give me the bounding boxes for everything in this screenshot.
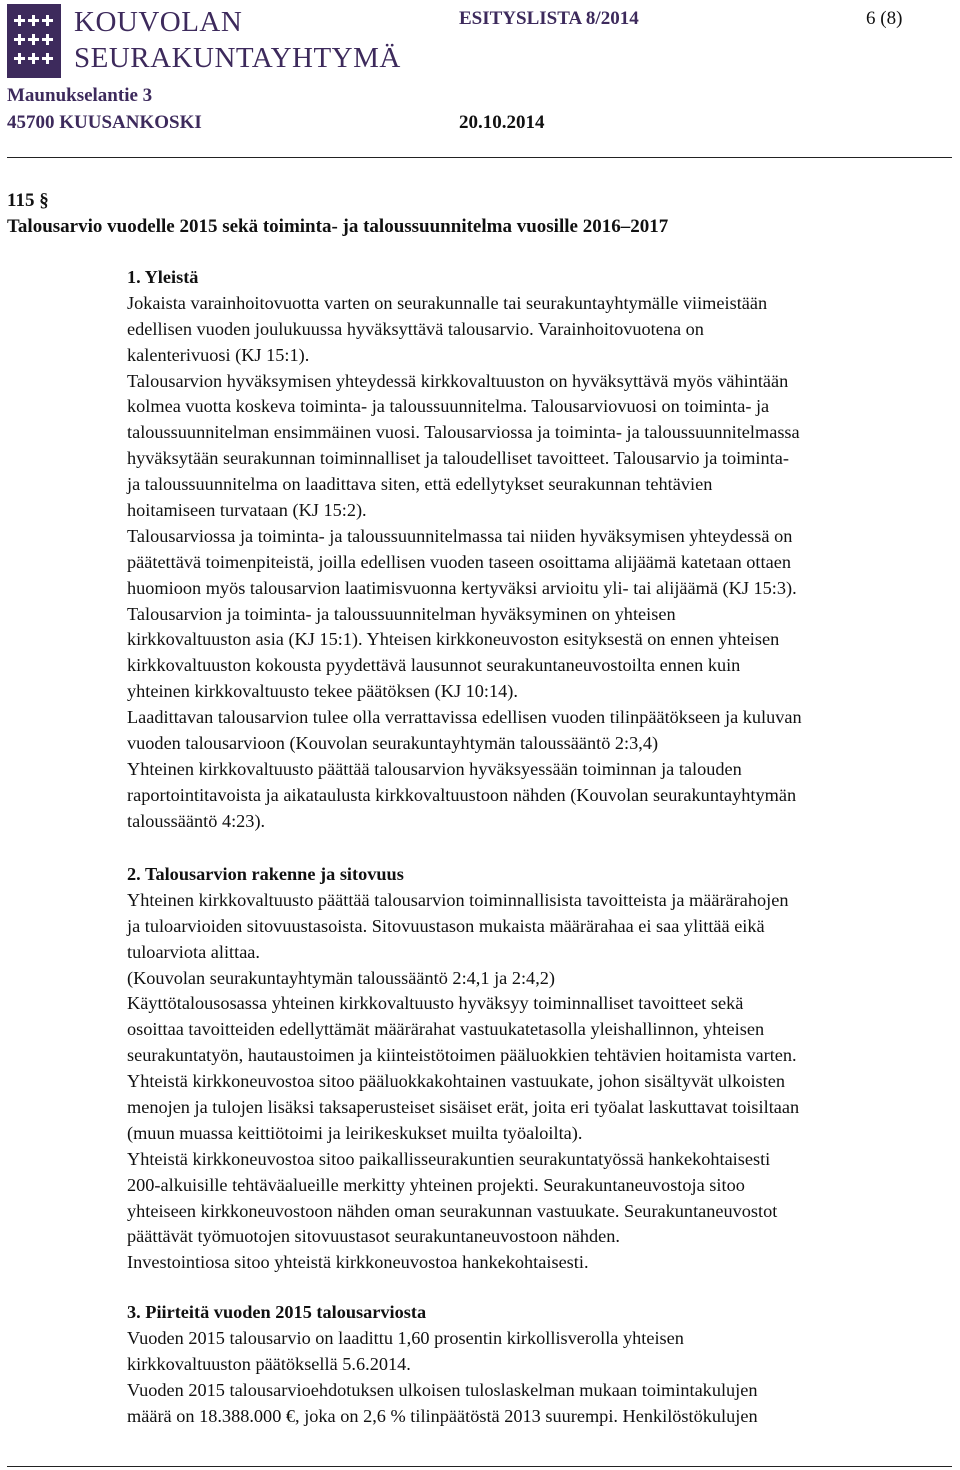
document-title: ESITYSLISTA 8/2014 — [459, 8, 639, 29]
body-line: osoittaa tavoitteiden edellyttämät määrärahat vastuukatetasolla yleishallinnon, yhteisen — [127, 1019, 765, 1040]
body-line: huomioon myös talousarvion laatimisvuonna kertyväksi arvioitu yli- tai alijäämä (KJ 15:3). — [127, 577, 797, 598]
body-line: (muun muassa keittiötoimi ja leirikeskukset muilta työaloilta). — [127, 1122, 583, 1143]
body-line: Talousarviossa ja toiminta- ja taloussuunnitelmassa tai niiden hyväksymisen yhteydessä on — [127, 525, 793, 546]
body-line: Vuoden 2015 talousarvio on laadittu 1,60 prosentin kirkollisverolla yhteisen — [127, 1327, 684, 1348]
body-line: päättävät työmuotojen sitovuustasot seurakuntaneuvostoon nähden. — [127, 1226, 620, 1247]
body-line: Talousarvion hyväksymisen yhteydessä kirkkovaltuuston on hyväksyttävä myös vähintään — [127, 370, 789, 391]
part-heading: 1. Yleistä — [127, 267, 199, 287]
street-address: Maunukselantie 3 — [7, 85, 153, 106]
body-line: kolmea vuotta koskeva toiminta- ja taloussuunnitelma. Talousarviovuosi on toiminta- ja — [127, 396, 770, 417]
body-line: Talousarvion ja toiminta- ja taloussuunnitelman hyväksyminen on yhteisen — [127, 603, 676, 624]
body-line: hyväksytään seurakunnan toiminnalliset ja taloudelliset tavoitteet. Talousarvio ja toiminta- — [127, 448, 789, 469]
body-line: (Kouvolan seurakuntayhtymän taloussääntö 2:4,1 ja 2:4,2) — [127, 967, 555, 988]
body-line: Vuoden 2015 talousarvioehdotuksen ulkoisen tuloslaskelman mukaan toimintakulujen — [127, 1379, 758, 1400]
body-line: Investointiosa sitoo yhteistä kirkkoneuvostoa hankekohtaisesti. — [127, 1252, 589, 1273]
body-line: tuloarviota alittaa. — [127, 941, 260, 962]
body-line: yhteinen kirkkovaltuusto tekee päätöksen (KJ 10:14). — [127, 681, 518, 702]
body-line: Yhteistä kirkkoneuvostoa sitoo paikallisseurakuntien seurakuntatyössä hankekohtaisesti — [127, 1148, 771, 1169]
body-line: ja taloussuunnitelma on laadittava siten, että edellytykset seurakunnan tehtävien — [127, 474, 713, 495]
postal-address: 45700 KUUSANKOSKI — [7, 112, 202, 133]
body-line: Yhteinen kirkkovaltuusto päättää talousarvion hyväksyessään toiminnan ja talouden — [127, 758, 742, 779]
body-line: seurakuntatyön, hautaustoimen ja kiinteistötoimen pääluokkien tehtävien hoitamista varten. — [127, 1045, 797, 1066]
body-line: hoitamiseen turvataan (KJ 15:2). — [127, 500, 367, 521]
body-line: Jokaista varainhoitovuotta varten on seurakunnalle tai seurakuntayhtymälle viimeistään — [127, 292, 768, 313]
body-line: Yhteinen kirkkovaltuusto päättää talousarvion toiminnallisista tavoitteista ja määrärahojen — [127, 889, 789, 910]
logo-mark-icon — [7, 4, 61, 78]
body-line: ja tuloarvioiden sitovuustasoista. Sitovuustason mukaista määrärahaa ei saa ylittää eikä — [127, 915, 765, 936]
body-line: vuoden talousarvioon (Kouvolan seurakuntayhtymän taloussääntö 2:3,4) — [127, 733, 659, 754]
body-line: kirkkovaltuuston kokousta pyydettävä lausunnot seurakuntaneuvostoilta ennen kuin — [127, 655, 741, 676]
body-line: edellisen vuoden joulukuussa hyväksyttävä talousarvio. Varainhoitovuotena on — [127, 318, 704, 339]
page-indicator: 6 (8) — [866, 8, 903, 29]
body-line: menojen ja tulojen lisäksi taksaperusteiset sisäiset erät, joita eri työalat laskuttavat toisiltaan — [127, 1097, 800, 1118]
body-line: taloussääntö 4:23). — [127, 810, 266, 831]
cross-cluster-logo — [7, 4, 61, 78]
body-line: kirkkovaltuuston päätöksellä 5.6.2014. — [127, 1353, 411, 1374]
body-line: raportointitavoista ja aikataulusta kirkkovaltuustoon nähden (Kouvolan seurakuntayhtymän — [127, 784, 797, 805]
body-line: taloussuunnitelman ensimmäinen vuosi. Talousarviossa ja toiminta- ja taloussuunnitelmassa — [127, 422, 800, 443]
part-1-yleista — [127, 265, 957, 835]
document-date: 20.10.2014 — [459, 112, 545, 133]
body-line: määrä on 18.388.000 €, joka on 2,6 % tilinpäätöstä 2013 suurempi. Henkilöstökulujen — [127, 1405, 758, 1426]
body-line: Käyttötalousosassa yhteinen kirkkovaltuusto hyväksyy toiminnalliset tavoitteet sekä — [127, 993, 744, 1014]
body-line: Laadittavan talousarvion tulee olla verrattavissa edellisen vuoden tilinpäätökseen ja kuluvan — [127, 707, 802, 728]
body-line: yhteiseen kirkkoneuvostoon nähden oman seurakunnan vastuukate. Seurakuntaneuvostot — [127, 1200, 778, 1221]
body-line: kalenterivuosi (KJ 15:1). — [127, 344, 310, 365]
part-3-piirteita — [127, 1300, 957, 1429]
part-heading: 2. Talousarvion rakenne ja sitovuus — [127, 864, 404, 884]
organization-name-line2: SEURAKUNTAYHTYMÄ — [74, 42, 401, 74]
section-title: Talousarvio vuodelle 2015 sekä toiminta- ja taloussuunnitelma vuosille 2016–2017 — [7, 216, 669, 237]
body-line: 200-alkuisille tehtäväalueille merkitty yhteinen projekti. Seurakuntaneuvostoja sitoo — [127, 1174, 745, 1195]
header-divider — [7, 157, 952, 158]
section-number: 115 § — [7, 190, 49, 211]
body-line: kirkkovaltuuston asia (KJ 15:1). Yhteisen kirkkoneuvoston esityksestä on ennen yhteisen — [127, 629, 780, 650]
footer-divider — [7, 1466, 952, 1467]
part-2-rakenne-ja-sitovuus — [127, 862, 957, 1276]
body-line: päätettävä toimenpiteistä, joilla edellisen vuoden taseen osoittama alijäämä katetaan ottaen — [127, 551, 791, 572]
part-heading: 3. Piirteitä vuoden 2015 talousarviosta — [127, 1302, 427, 1322]
organization-name-line1: KOUVOLAN — [74, 6, 243, 38]
body-line: Yhteistä kirkkoneuvostoa sitoo pääluokkakohtainen vastuukate, johon sisältyvät ulkoisten — [127, 1071, 786, 1092]
